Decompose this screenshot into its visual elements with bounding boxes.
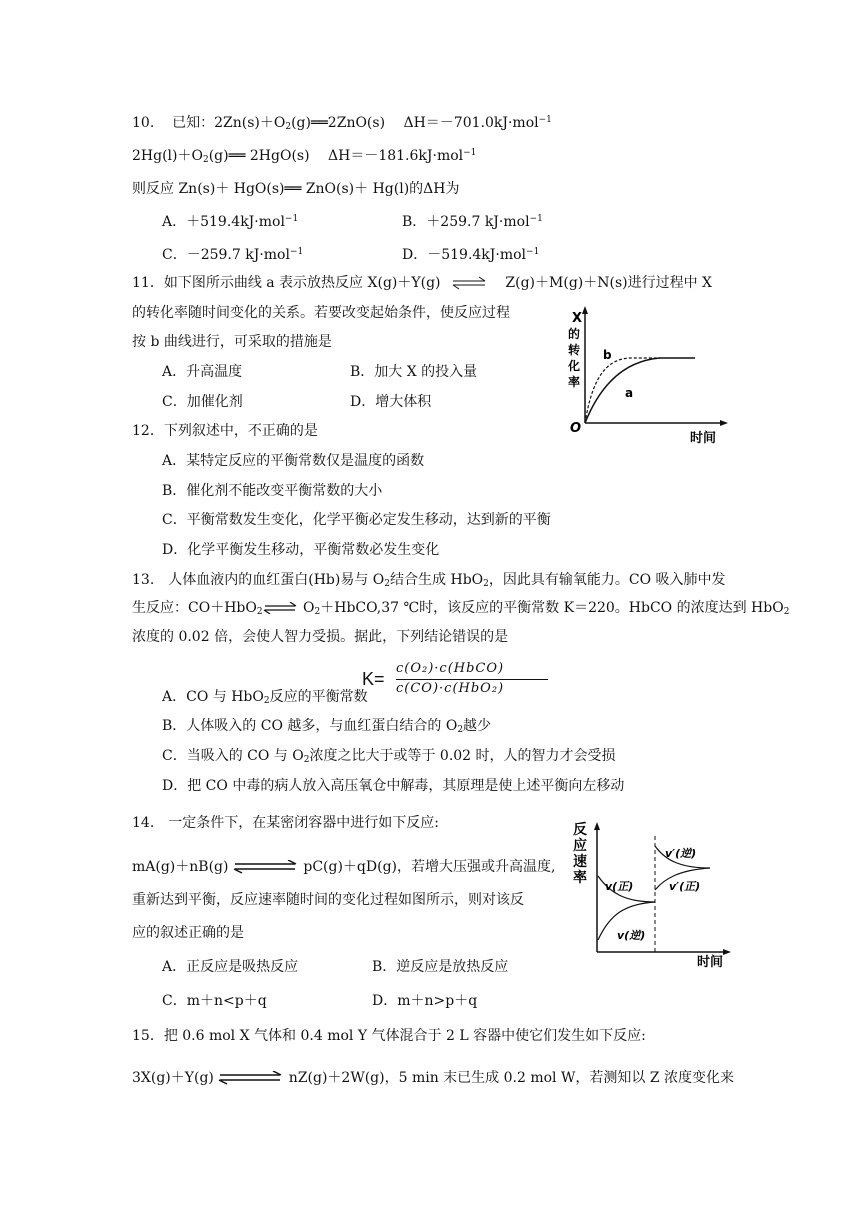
question-number: 10. [132,115,155,131]
q12-option-c: C．平衡常数发生变化，化学平衡必定发生移动，达到新的平衡 [162,512,551,528]
equilibrium-constant-formula: K= c(O₂)·c(HbCO) c(CO)·c(HbO₂) [356,660,556,700]
equilibrium-arrow-icon [218,1071,284,1085]
q14-option-c: C．m＋n<p＋q [162,993,267,1009]
curve-b [585,358,660,423]
q11-line1: 11．如下图所示曲线 a 表示放热反应 X(g)＋Y(g) Z(g)＋M(g)＋N(s)进行过程中 X [132,275,713,291]
q13-option-b: B．人体吸入的 CO 越多，与血红蛋白结合的 $O_2$越少 [162,718,492,735]
q11-line2: 的转化率随时间变化的关系。若要改变起始条件，使反应过程 [132,305,510,321]
equilibrium-arrow-icon [233,860,299,874]
fraction-bar [396,679,548,680]
v-prime-forward-label: v′(正) [669,880,701,893]
x-axis-label: 时间 [690,431,717,446]
q10-line3: 则反应 Zn(s)＋ HgO(s)══ ZnO(s)＋ Hg(l)的ΔH为 [132,181,460,197]
y-axis-label: 反 [573,822,587,838]
origin-label: O [570,421,582,436]
q13-option-c: C．当吸入的 CO 与 $O_2$浓度之比大于或等于 0.02 时，人的智力才会受损 [162,748,616,765]
v-reverse-label: v(逆) [617,929,646,942]
q14-line4: 应的叙述正确的是 [132,925,244,941]
q14-line1: 14. 一定条件下，在某密闭容器中进行如下反应: [132,815,439,831]
q11-option-a: A．升高温度 [162,364,243,380]
q14-line2: mA(g)＋nB(g) pC(g)＋qD(g)，若增大压强或升高温度, [132,859,556,875]
q11-line3: 按 b 曲线进行，可采取的措施是 [132,334,332,350]
q12-option-a: A．某特定反应的平衡常数仅是温度的函数 [162,453,425,469]
curve-a [585,358,695,423]
v-forward-label: v(正) [605,880,634,893]
equilibrium-arrow-icon [263,602,299,614]
q13-line1: 13. 人体血液内的血红蛋白(Hb)易与 $O_2$结合生成 HbO$_2$，因此具有输氧能力。CO 吸入肺中发 [132,572,726,589]
y-axis-label: X [572,311,583,326]
q11-option-d: D．增大体积 [350,394,432,410]
q14-option-d: D．m＋n>p＋q [372,993,478,1009]
q10-option-a: A．＋519.4kJ·mol$^{-1}$ [162,214,299,230]
q14-option-a: A．正反应是吸热反应 [162,959,299,975]
x-axis-label: 时间 [697,955,724,970]
q12-option-d: D．化学平衡发生移动，平衡常数必发生变化 [162,542,440,558]
svg-text:速: 速 [573,854,587,870]
svg-text:应: 应 [573,838,587,854]
curve-b-label: b [603,348,612,362]
q12-stem: 12．下列叙述中，不正确的是 [132,423,318,439]
q13-line3: 浓度的 0.02 倍，会使人智力受损。据此，下列结论错误的是 [132,629,509,645]
equilibrium-arrow-icon [445,276,501,290]
formula-denominator: c(CO)·c(HbO₂) [396,681,505,696]
svg-text:化: 化 [568,359,581,373]
svg-text:转: 转 [568,343,581,357]
q13-option-a: A．CO 与 HbO$_2$反应的平衡常数 [162,689,368,706]
q10-option-d: D．－519.4kJ·mol$^{-1}$ [402,247,540,263]
v-prime-reverse-label: v′(逆) [665,847,697,860]
reaction-rate-graph [565,818,740,970]
q15-line1: 15．把 0.6 mol X 气体和 0.4 mol Y 气体混合于 2 L 容器中使它们发生如下反应: [132,1028,646,1044]
formula-numerator: c(O₂)·c(HbCO) [396,661,505,676]
curve-a-label: a [625,386,634,400]
q10-line2: $2Hg(l)+O_2(g)══$ 2HgO(s) ΔH＝－181.6kJ·mol$^{-1}$ [132,148,477,165]
q14-line3: 重新达到平衡，反应速率随时间的变化过程如图所示，则对该反 [132,892,524,908]
q15-line2: 3X(g)＋Y(g) nZ(g)＋2W(g)，5 min 末已生成 0.2 mol W，若测知以 Z 浓度变化来 [132,1070,734,1086]
q11-option-c: C．加催化剂 [162,394,243,410]
svg-text:率: 率 [568,375,581,389]
svg-text:的: 的 [568,327,581,341]
q10-line1: 10. 已知：$2Zn(s)+O_2(g)══2ZnO(s)$ ΔH＝－701.0kJ·mol$^{-1}$ [132,115,552,132]
q11-option-b: B．加大 X 的投入量 [350,364,478,380]
q14-option-b: B．逆反应是放热反应 [372,959,509,975]
conversion-rate-graph [560,305,730,447]
q10-option-c: C．－259.7 kJ·mol$^{-1}$ [162,247,304,263]
q13-line2: 生反应：CO＋HbO$_2$ $O_2+HbCO,37$ ℃时，该反应的平衡常数 K＝220。HbCO 的浓度达到 HbO$_2$ [132,600,790,617]
q12-option-b: B．催化剂不能改变平衡常数的大小 [162,483,383,499]
q13-option-d: D．把 CO 中毒的病人放入高压氧仓中解毒，其原理是使上述平衡向左移动 [162,778,625,794]
q10-option-b: B．＋259.7 kJ·mol$^{-1}$ [402,214,543,230]
svg-text:率: 率 [573,870,587,886]
